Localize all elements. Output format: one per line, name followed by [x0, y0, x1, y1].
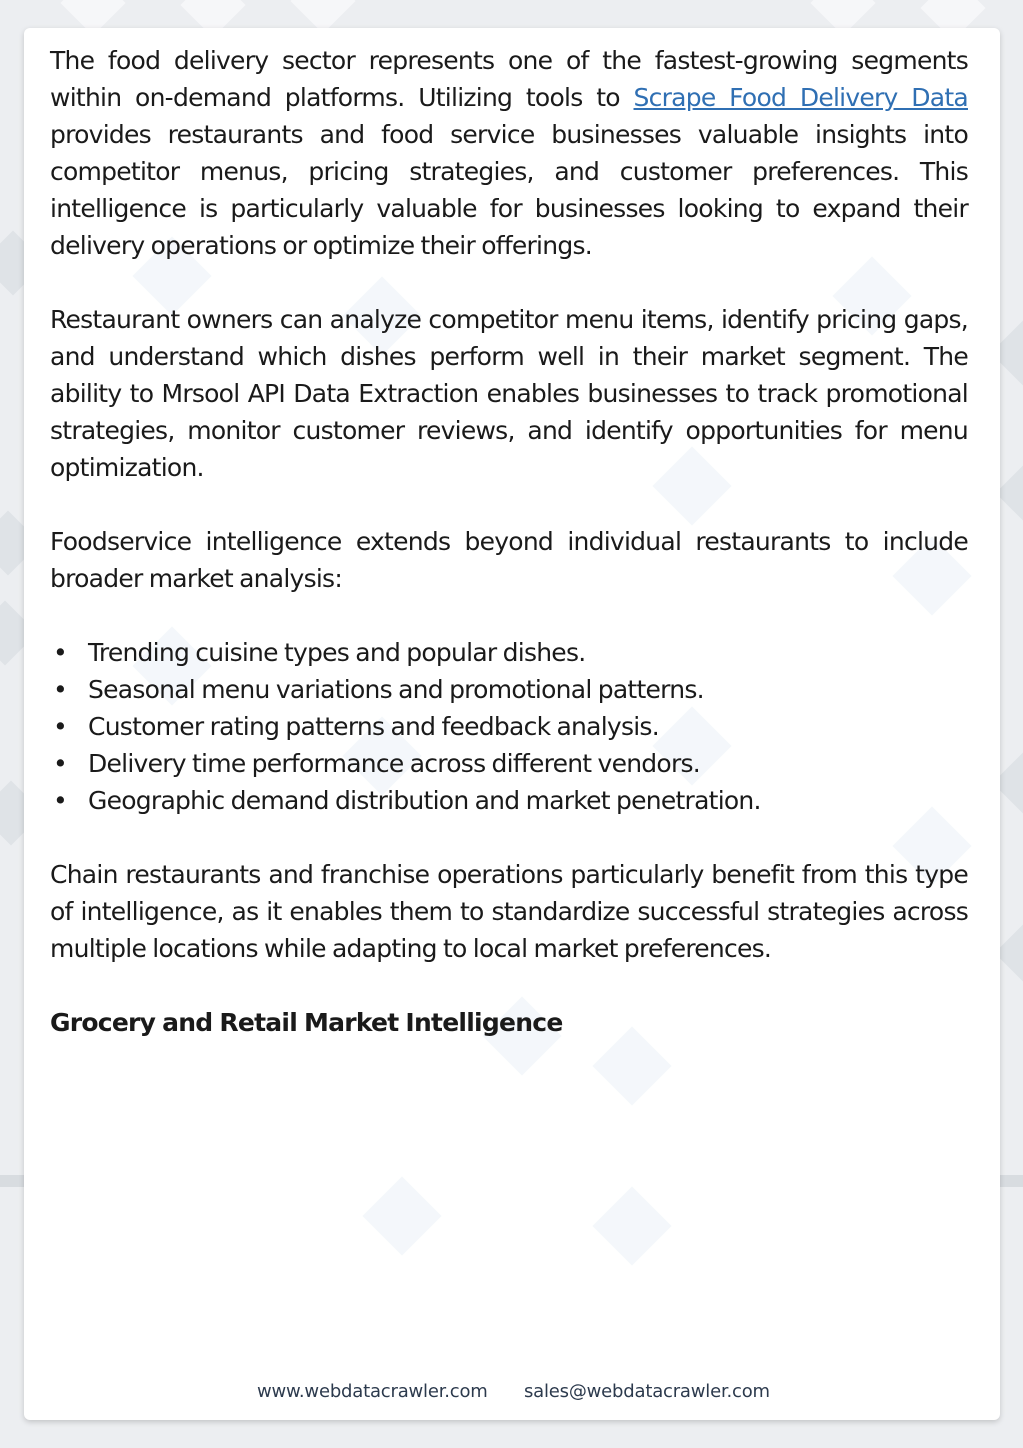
- list-item: [50, 782, 968, 819]
- document-body: [50, 42, 968, 1041]
- paragraph-chain-restaurants: Chain restaurants and franchise operations particularly benefit from this type of intelligence, as it enables them to standardize successful strategies across multiple locations while adapting to local market preferences.: [50, 860, 968, 963]
- bullet-icon: •: [53, 786, 67, 815]
- paragraph-intro-text-end: provides restaurants and food service businesses valuable insights into competitor menus, pricing strategies, and customer preferences. This intelligence is particularly valuable for businesses looking to expand their delivery operations or optimize their offerings.: [50, 120, 968, 260]
- paragraph-intro: [50, 42, 968, 264]
- list-item-text: Customer rating patterns and feedback analysis.: [88, 712, 659, 741]
- list-item-text: Delivery time performance across different vendors.: [88, 749, 700, 778]
- bullet-icon: •: [53, 675, 67, 704]
- paragraph-foodservice-intelligence: Foodservice intelligence extends beyond individual restaurants to include broader market analysis:: [50, 527, 968, 593]
- list-item: [50, 634, 968, 671]
- scrape-food-delivery-data-link[interactable]: Scrape Food Delivery Data: [633, 83, 968, 112]
- bullet-icon: •: [53, 749, 67, 778]
- document-page: [24, 28, 1000, 1420]
- bullet-icon: •: [53, 712, 67, 741]
- footer-website-link[interactable]: www.webdatacrawler.com: [257, 1381, 488, 1402]
- section-heading: Grocery and Retail Market Intelligence: [50, 1008, 563, 1037]
- list-item: [50, 745, 968, 782]
- bullet-icon: •: [53, 638, 67, 667]
- paragraph-restaurant-owners: Restaurant owners can analyze competitor menu items, identify pricing gaps, and understand which dishes perform well in their market segment. The ability to Mrsool API Data Extraction enables businesses to track promotional strategies, monitor customer reviews, and identify opportunities for menu optimization.: [50, 305, 968, 482]
- list-item-text: Seasonal menu variations and promotional patterns.: [88, 675, 704, 704]
- market-analysis-list: [50, 634, 968, 819]
- footer-email-link[interactable]: sales@webdatacrawler.com: [524, 1381, 770, 1402]
- list-item: [50, 708, 968, 745]
- paragraph-intro-text-start: The food delivery sector represents one of the fastest-growing segments within on-demand platforms. Utilizing tools to: [50, 46, 968, 112]
- list-item-text: Geographic demand distribution and market penetration.: [88, 786, 761, 815]
- list-item: [50, 671, 968, 708]
- list-item-text: Trending cuisine types and popular dishes.: [88, 638, 586, 667]
